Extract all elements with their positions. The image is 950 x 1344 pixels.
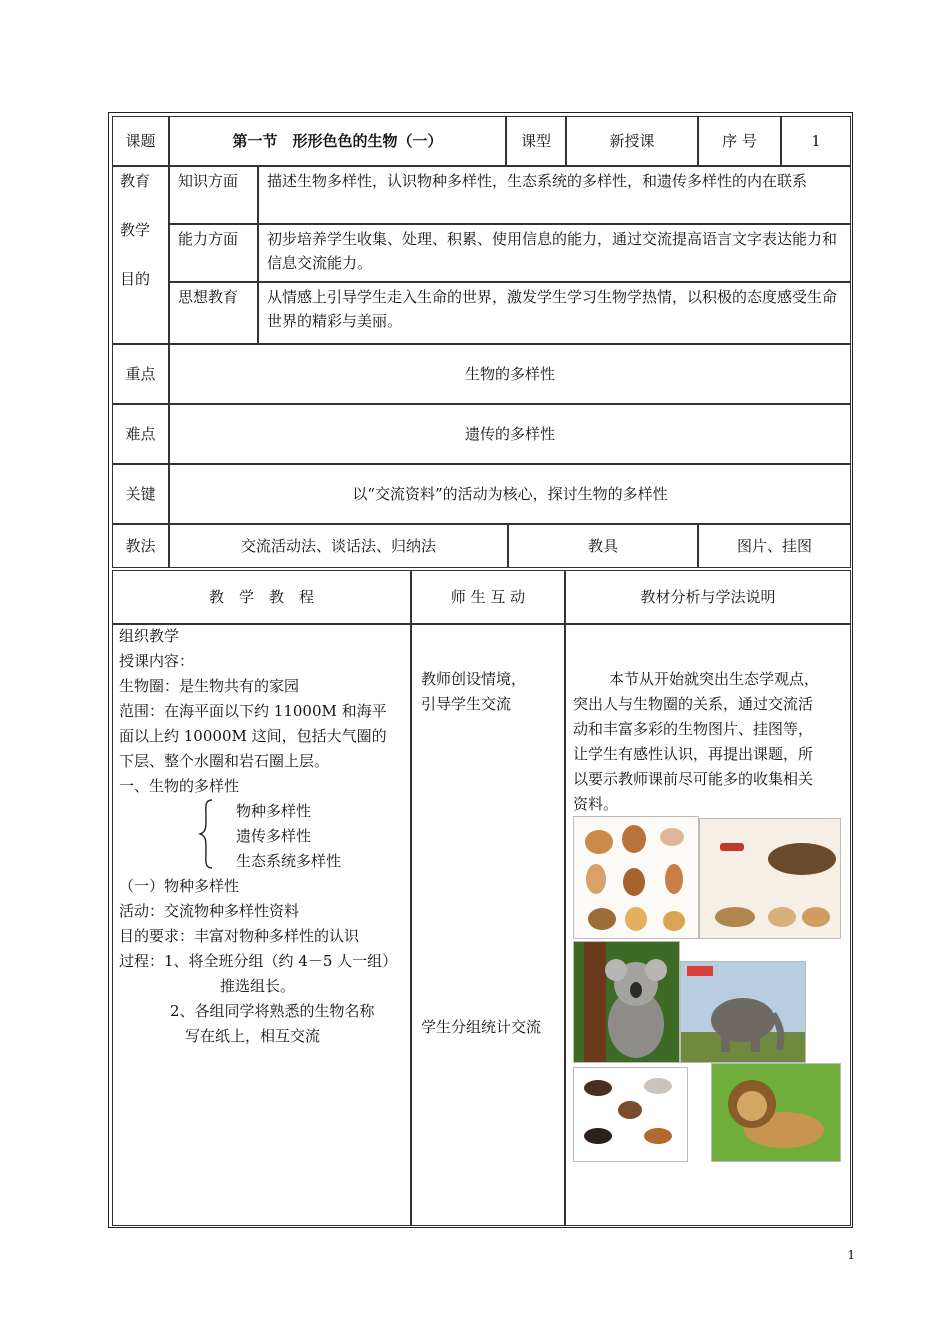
koala-image	[573, 941, 680, 1063]
key-point-text: 生物的多样性	[169, 344, 851, 404]
objective-label-ability: 能力方面	[169, 224, 258, 282]
diversity-item-genetic: 遗传多样性	[236, 827, 312, 845]
platypus-image	[699, 818, 841, 939]
label-tools: 教具	[508, 524, 698, 568]
objective-text-moral: 从情感上引导学生走入生命的世界，激发学生学习生物学热情，以积极的态度感受生命世界的精彩与美丽。	[258, 282, 851, 344]
difficulty-text: 遗传的多样性	[169, 404, 851, 464]
analysis-line-1: 本节从开始就突出生态学观点，	[609, 670, 820, 688]
process-line-6: 下层、整个水圈和岩石圈上层。	[119, 752, 330, 770]
process-line-5: 面以上约 10000M 这间，包括大气圈的	[119, 727, 387, 745]
obj-label-3: 目的	[120, 270, 151, 288]
key-text: 以“交流资料”的活动为核心，探讨生物的多样性	[169, 464, 851, 524]
objective-label-moral: 思想教育	[169, 282, 258, 344]
process-line-1: 组织教学	[119, 627, 180, 645]
col-header-interaction: 师 生 互 动	[411, 570, 565, 624]
analysis-line-6: 资料。	[573, 795, 619, 813]
process-line-8: （一）物种多样性	[119, 877, 240, 895]
label-topic: 课题	[112, 116, 169, 166]
obj-label-2: 教学	[120, 221, 151, 239]
interaction-line-1: 教师创设情境，	[421, 670, 527, 688]
col-header-analysis: 教材分析与学法说明	[565, 570, 851, 624]
objectives-side-label	[112, 166, 169, 344]
process-line-2: 授课内容：	[119, 652, 195, 670]
objective-label-knowledge: 知识方面	[169, 166, 258, 224]
analysis-line-4: 让学生有感性认识，再提出课题，所	[573, 745, 814, 763]
process-line-11: 过程：1、将全班分组（约 4－5 人一组）	[119, 952, 398, 970]
objective-text-knowledge: 描述生物多样性，认识物种多样性，生态系统的多样性，和遗传多样性的内在联系	[258, 166, 851, 224]
obj-label-1: 教育	[120, 172, 151, 190]
brace-icon	[198, 798, 214, 870]
process-line-7: 一、生物的多样性	[119, 777, 240, 795]
label-difficulty: 难点	[112, 404, 169, 464]
process-line-9: 活动：交流物种多样性资料	[119, 902, 300, 920]
method-text: 交流活动法、谈话法、归纳法	[169, 524, 508, 568]
interaction-line-2: 引导学生交流	[421, 695, 512, 713]
label-seq: 序 号	[698, 116, 781, 166]
analysis-line-3: 动和丰富多彩的生物图片、挂图等，	[573, 720, 814, 738]
topic-title: 第一节 形形色色的生物（一）	[169, 116, 506, 166]
objective-text-ability: 初步培养学生收集、处理、积累、使用信息的能力，通过交流提高语言文字表达能力和信息交流能力。	[258, 224, 851, 282]
analysis-line-2: 突出人与生物圈的关系，通过交流活	[573, 695, 814, 713]
lion-image	[711, 1063, 841, 1162]
label-method: 教法	[112, 524, 169, 568]
process-step2: 2、各组同学将熟悉的生物名称	[170, 1002, 375, 1020]
analysis-line-5: 以要示教师课前尽可能多的收集相关	[573, 770, 814, 788]
page-number: 1	[847, 1248, 855, 1262]
process-line-3: 生物圈：是生物共有的家园	[119, 677, 300, 695]
tools-text: 图片、挂图	[698, 524, 851, 568]
interaction-line-3: 学生分组统计交流	[421, 1018, 542, 1036]
col-header-process: 教 学 教 程	[112, 570, 411, 624]
elephant-image	[680, 961, 806, 1063]
label-key: 关键	[112, 464, 169, 524]
lesson-type: 新授课	[566, 116, 698, 166]
label-type: 课型	[506, 116, 566, 166]
process-line-10: 目的要求：丰富对物种多样性的认识	[119, 927, 360, 945]
process-step1-cont: 推选组长。	[220, 977, 296, 995]
shells-image	[573, 816, 699, 939]
diversity-item-species: 物种多样性	[236, 802, 312, 820]
label-key-point: 重点	[112, 344, 169, 404]
process-step2-cont: 写在纸上，相互交流	[185, 1027, 321, 1045]
process-line-4: 范围：在海平面以下约 11000M 和海平	[119, 702, 387, 720]
seq-number: 1	[781, 116, 851, 166]
horses-image	[573, 1067, 688, 1162]
diversity-item-ecosystem: 生态系统多样性	[236, 852, 342, 870]
